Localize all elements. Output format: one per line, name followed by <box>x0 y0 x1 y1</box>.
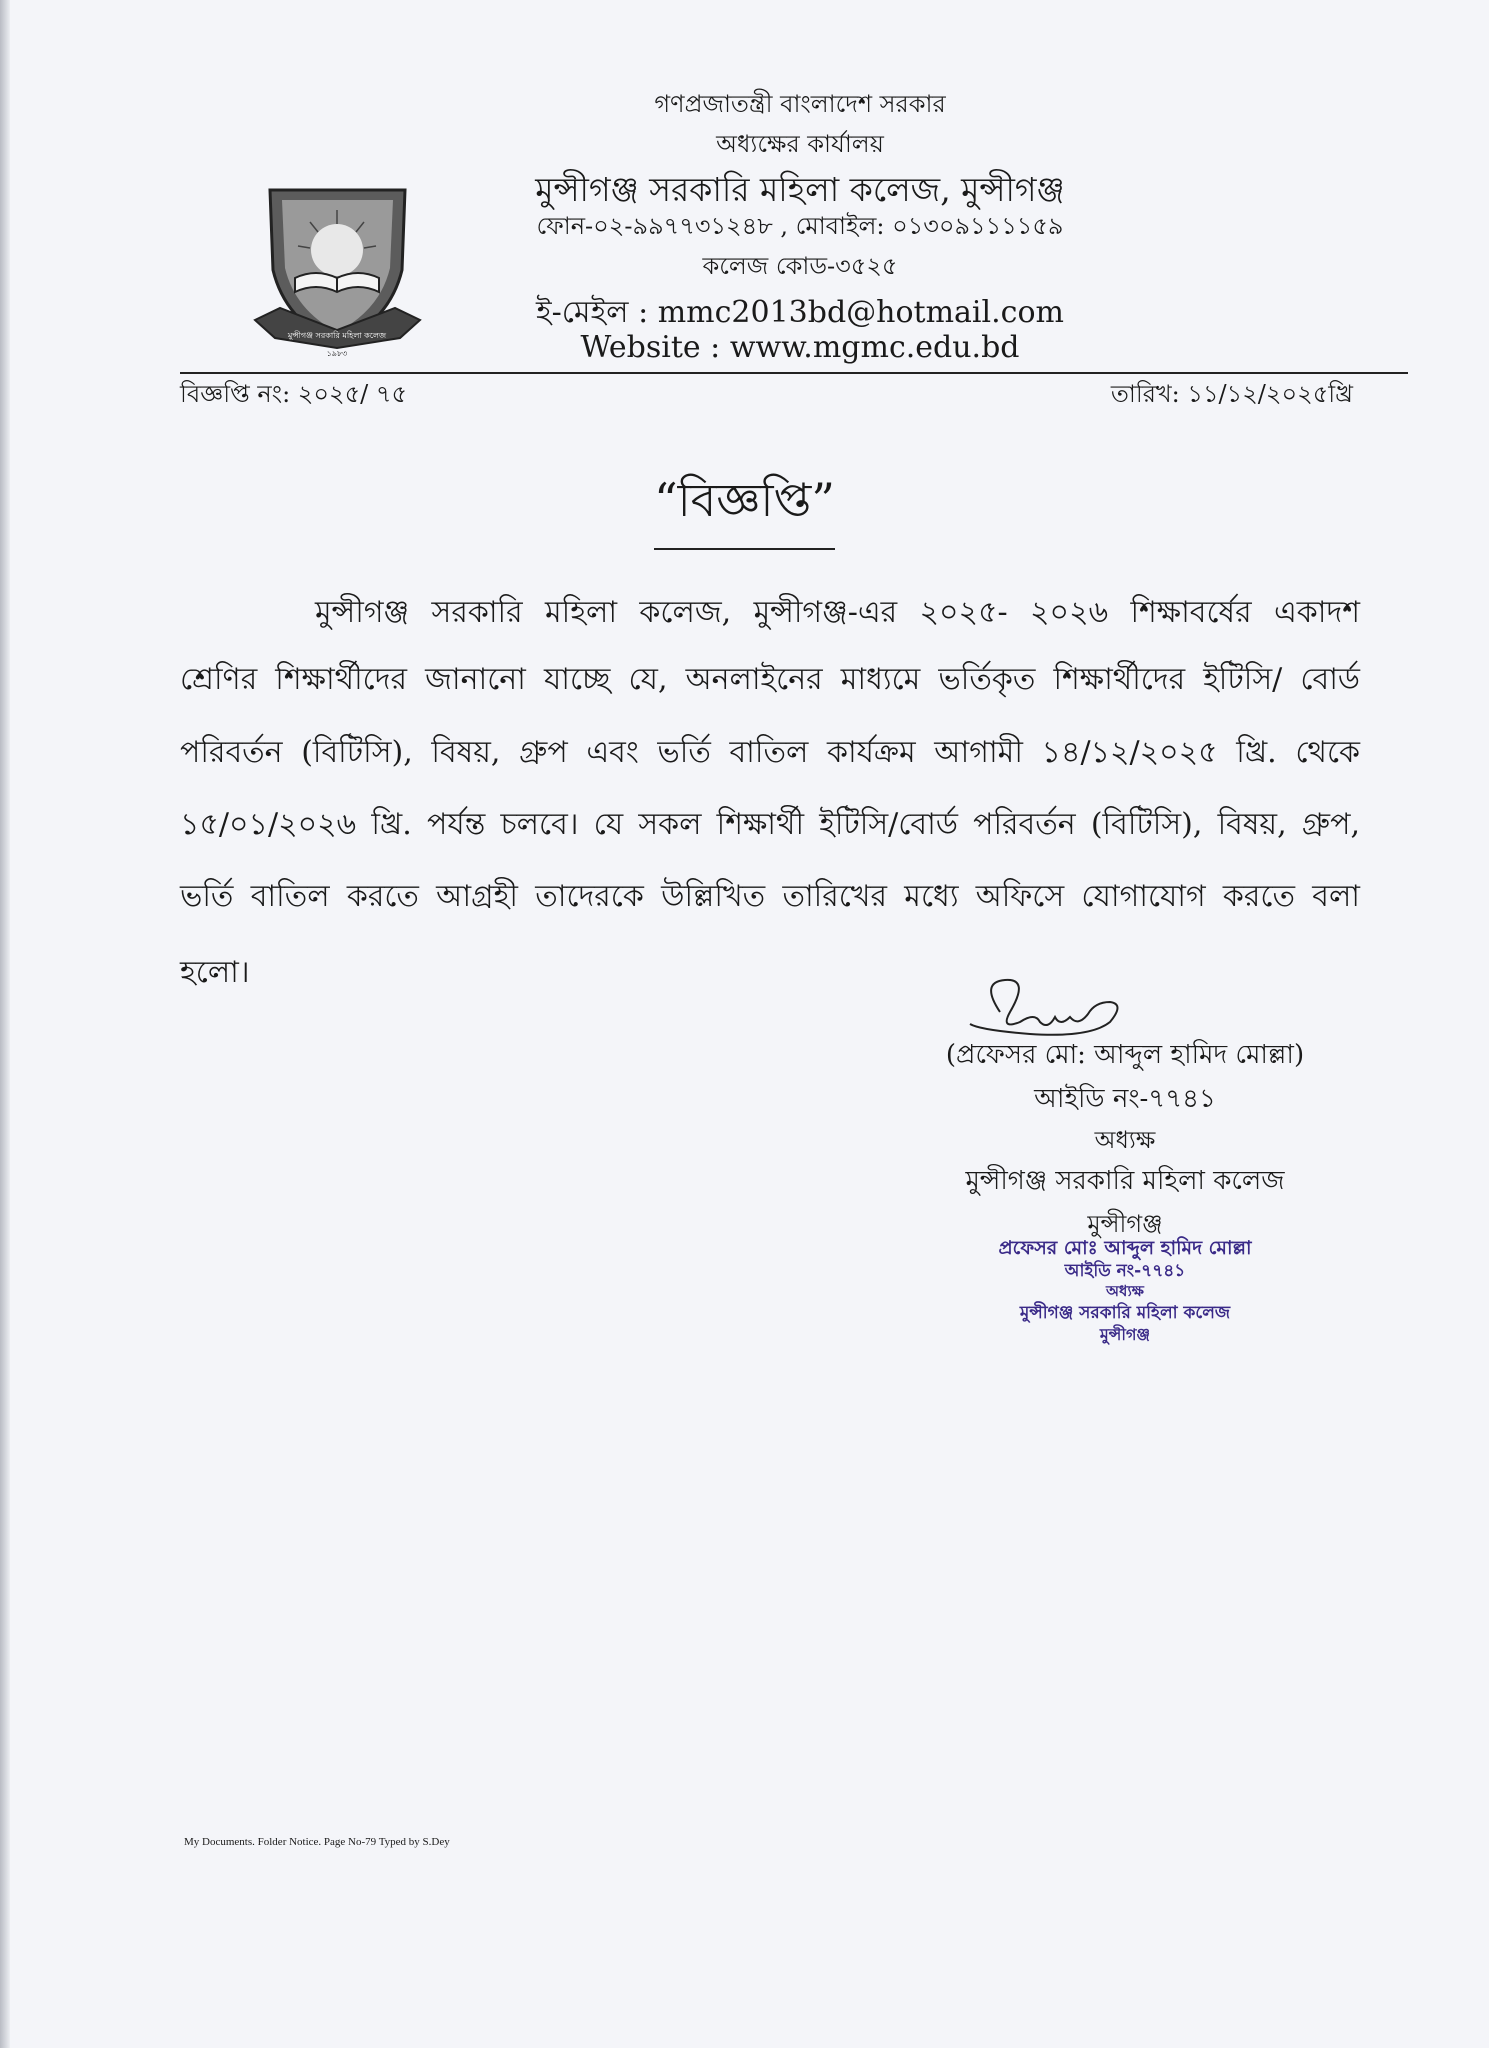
notice-date: তারিখ: ১১/১২/২০২৫খ্রি <box>1110 380 1353 408</box>
stamp-line: মুন্সীগঞ্জ সরকারি মহিলা কলেজ <box>1019 1303 1231 1323</box>
notice-title <box>0 466 1489 550</box>
website-line: Website : www.mgmc.edu.bd <box>580 330 1020 365</box>
header-divider <box>180 372 1408 374</box>
body-line: শ্রেণির শিক্ষার্থীদের জানানো যাচ্ছে যে, অনলাইনের মাধ্যমে ভর্তিকৃত শিক্ষার্থীদের ইটিসি/ বোর্ড <box>180 662 1360 697</box>
stamp-line: মুন্সীগঞ্জ <box>1099 1325 1151 1344</box>
office-line: অধ্যক্ষের কার্যালয় <box>716 130 884 158</box>
email-line: ই-মেইল : mmc2013bd@hotmail.com <box>536 295 1064 330</box>
college-logo-icon <box>250 180 425 360</box>
stamp-line: অধ্যক্ষ <box>1106 1282 1144 1300</box>
notice-number: বিজ্ঞপ্তি নং: ২০২৫/ ৭৫ <box>180 380 408 408</box>
body-line: মুন্সীগঞ্জ সরকারি মহিলা কলেজ, মুন্সীগঞ্জ-এর ২০২৫- ২০২৬ শিক্ষাবর্ষের একাদশ <box>315 595 1360 630</box>
signatory-name: (প্রফেসর মো: আব্দুল হামিদ মোল্লা) <box>945 1040 1305 1070</box>
signatory-id: আইডি নং-৭৭৪১ <box>1034 1084 1216 1114</box>
college-code: কলেজ কোড-৩৫২৫ <box>702 252 898 280</box>
body-line: পরিবর্তন (বিটিসি), বিষয়, গ্রুপ এবং ভর্তি বাতিল কার্যক্রম আগামী ১৪/১২/২০২৫ খ্রি. থেকে <box>180 735 1360 770</box>
body-line: হলো। <box>180 955 250 990</box>
college-name: মুন্সীগঞ্জ সরকারি মহিলা কলেজ, মুন্সীগঞ্জ <box>535 170 1065 209</box>
signatory-title: অধ্যক্ষ <box>1094 1126 1156 1154</box>
stamp-line: প্রফেসর মোঃ আব্দুল হামিদ মোল্লা <box>998 1237 1252 1259</box>
signature-icon <box>960 972 1160 1042</box>
body-line: ভর্তি বাতিল করতে আগ্রহী তাদেরকে উল্লিখিত তারিখের মধ্যে অফিসে যোগাযোগ করতে বলা <box>180 879 1360 914</box>
signatory-college: মুন্সীগঞ্জ সরকারি মহিলা কলেজ <box>965 1166 1285 1196</box>
scan-edge <box>0 0 10 2048</box>
government-line: গণপ্রজাতন্ত্রী বাংলাদেশ সরকার <box>654 90 946 118</box>
footer-note: My Documents. Folder Notice. Page No-79 Typed by S.Dey <box>184 1836 450 1848</box>
stamp-line: আইডি নং-৭৭৪১ <box>1064 1261 1186 1281</box>
phone-line: ফোন-০২-৯৯৭৭৩১২৪৮ , মোবাইল: ০১৩০৯১১১১৫৯ <box>536 212 1064 240</box>
logo-year: ১৯৮৩ <box>326 349 348 358</box>
signatory-city: মুন্সীগঞ্জ <box>1087 1210 1163 1238</box>
body-line: ১৫/০১/২০২৬ খ্রি. পর্যন্ত চলবে। যে সকল শিক্ষার্থী ইটিসি/বোর্ড পরিবর্তন (বিটিসি), বিষয়, গ্রুপ, <box>180 807 1360 842</box>
logo-ribbon-text: মুন্সীগঞ্জ সরকারি মহিলা কলেজ <box>287 331 387 340</box>
notice-title-text: “বিজ্ঞপ্তি” <box>654 466 835 550</box>
